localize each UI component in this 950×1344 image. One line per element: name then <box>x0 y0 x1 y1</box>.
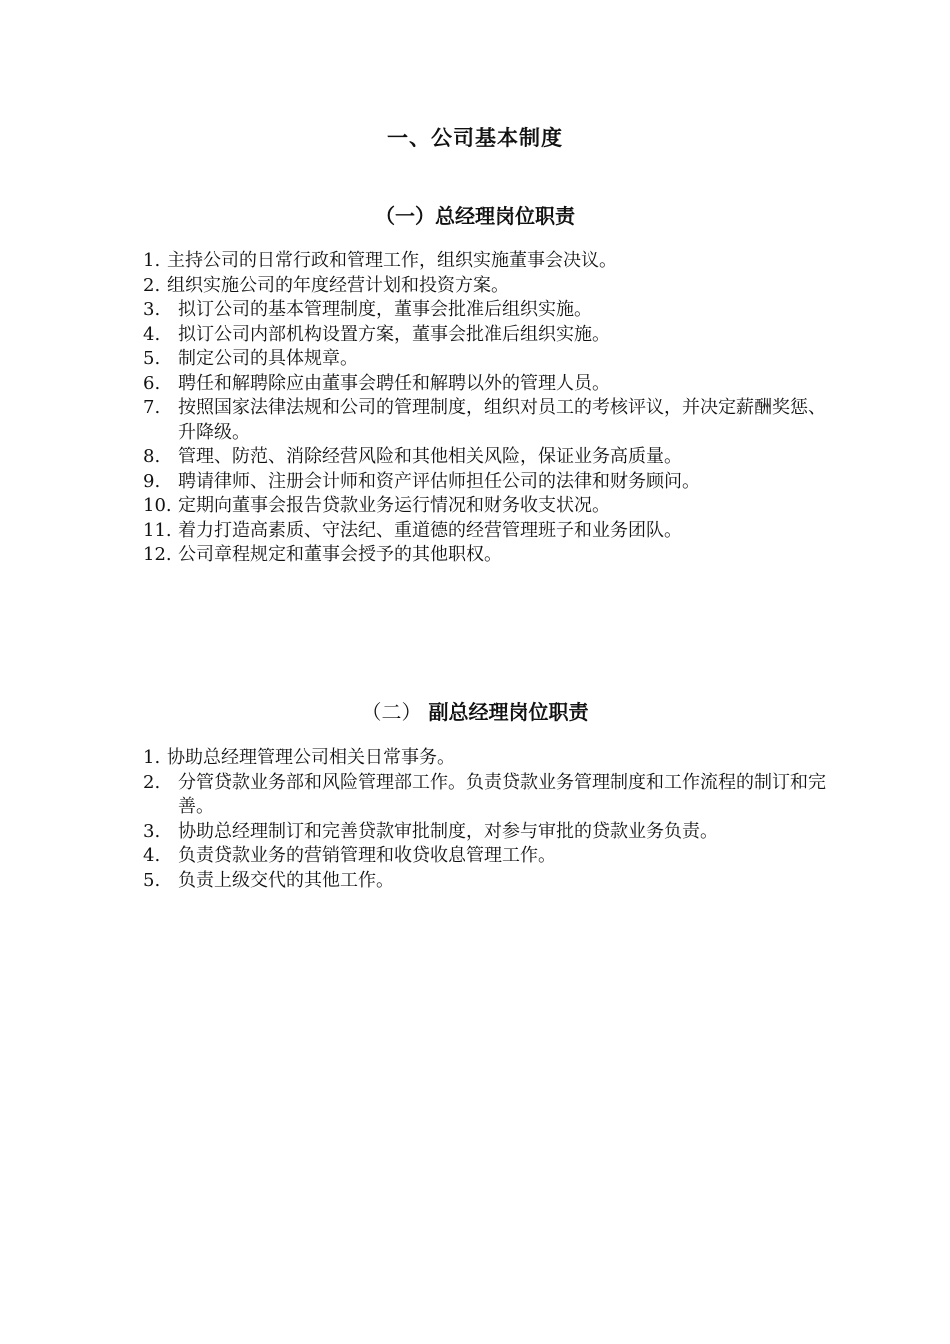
item-text: 负责上级交代的其他工作。 <box>178 869 394 891</box>
list-item <box>143 372 833 397</box>
item-text: 按照国家法律法规和公司的管理制度，组织对员工的考核评议，并决定薪酬奖惩、升降级。 <box>178 397 826 443</box>
item-number: 1. <box>143 250 161 271</box>
list-item <box>143 323 833 348</box>
item-number: 3. <box>143 820 161 842</box>
item-text: 主持公司的日常行政和管理工作，组织实施董事会决议。 <box>167 250 617 271</box>
item-text: 着力打造高素质、守法纪、重道德的经营管理班子和业务团队。 <box>178 519 682 541</box>
list-item <box>143 543 833 568</box>
list-item <box>143 470 833 495</box>
item-number: 11. <box>143 519 172 541</box>
item-text: 负责贷款业务的营销管理和收贷收息管理工作。 <box>178 845 556 866</box>
item-number: 2. <box>143 771 161 793</box>
item-text: 管理、防范、消除经营风险和其他相关风险，保证业务高质量。 <box>178 446 682 467</box>
item-number: 9. <box>143 470 161 492</box>
item-number: 4. <box>143 323 161 345</box>
section-heading-general-manager <box>0 200 950 229</box>
list-item <box>143 445 833 470</box>
section-heading-deputy-general-manager <box>0 696 950 725</box>
list-item <box>143 249 833 274</box>
item-text: 定期向董事会报告贷款业务运行情况和财务收支状况。 <box>178 495 610 516</box>
item-number: 2. <box>143 274 161 296</box>
item-number: 10. <box>143 495 172 516</box>
list-item <box>143 298 833 323</box>
item-number: 1. <box>143 747 161 768</box>
deputy-general-manager-duty-list <box>143 746 833 893</box>
list-item <box>143 274 833 299</box>
list-item <box>143 820 833 845</box>
item-text: 协助总经理管理公司相关日常事务。 <box>167 747 455 768</box>
list-item <box>143 869 833 894</box>
item-text: 分管贷款业务部和风险管理部工作。负责贷款业务管理制度和工作流程的制订和完善。 <box>178 771 826 817</box>
item-number: 12. <box>143 544 172 565</box>
item-number: 8. <box>143 446 161 467</box>
section-heading-text: 副总经理岗位职责 <box>428 700 589 724</box>
list-item <box>143 494 833 519</box>
section-heading-text: 总经理岗位职责 <box>435 204 575 228</box>
item-number: 6. <box>143 372 161 394</box>
item-text: 组织实施公司的年度经营计划和投资方案。 <box>167 274 509 296</box>
list-item <box>143 519 833 544</box>
page-title: 一、公司基本制度 <box>387 126 563 150</box>
item-number: 5. <box>143 348 161 369</box>
item-number: 4. <box>143 845 161 866</box>
section-heading-prefix: （一） <box>375 204 435 228</box>
list-item <box>143 746 833 771</box>
item-text: 制定公司的具体规章。 <box>178 348 358 369</box>
list-item <box>143 347 833 372</box>
item-text: 公司章程规定和董事会授予的其他职权。 <box>178 544 502 565</box>
item-number: 3. <box>143 299 161 320</box>
item-number: 7. <box>143 397 161 418</box>
item-text: 拟订公司的基本管理制度，董事会批准后组织实施。 <box>178 299 592 320</box>
item-text: 拟订公司内部机构设置方案，董事会批准后组织实施。 <box>178 323 610 345</box>
section-heading-prefix: （二） <box>361 700 422 724</box>
item-text: 协助总经理制订和完善贷款审批制度，对参与审批的贷款业务负责。 <box>178 820 718 842</box>
item-text: 聘请律师、注册会计师和资产评估师担任公司的法律和财务顾问。 <box>178 470 700 492</box>
list-item <box>143 771 833 820</box>
list-item <box>143 844 833 869</box>
general-manager-duty-list <box>143 249 833 568</box>
item-text: 聘任和解聘除应由董事会聘任和解聘以外的管理人员。 <box>178 372 610 394</box>
item-number: 5. <box>143 869 161 891</box>
list-item <box>143 396 833 445</box>
